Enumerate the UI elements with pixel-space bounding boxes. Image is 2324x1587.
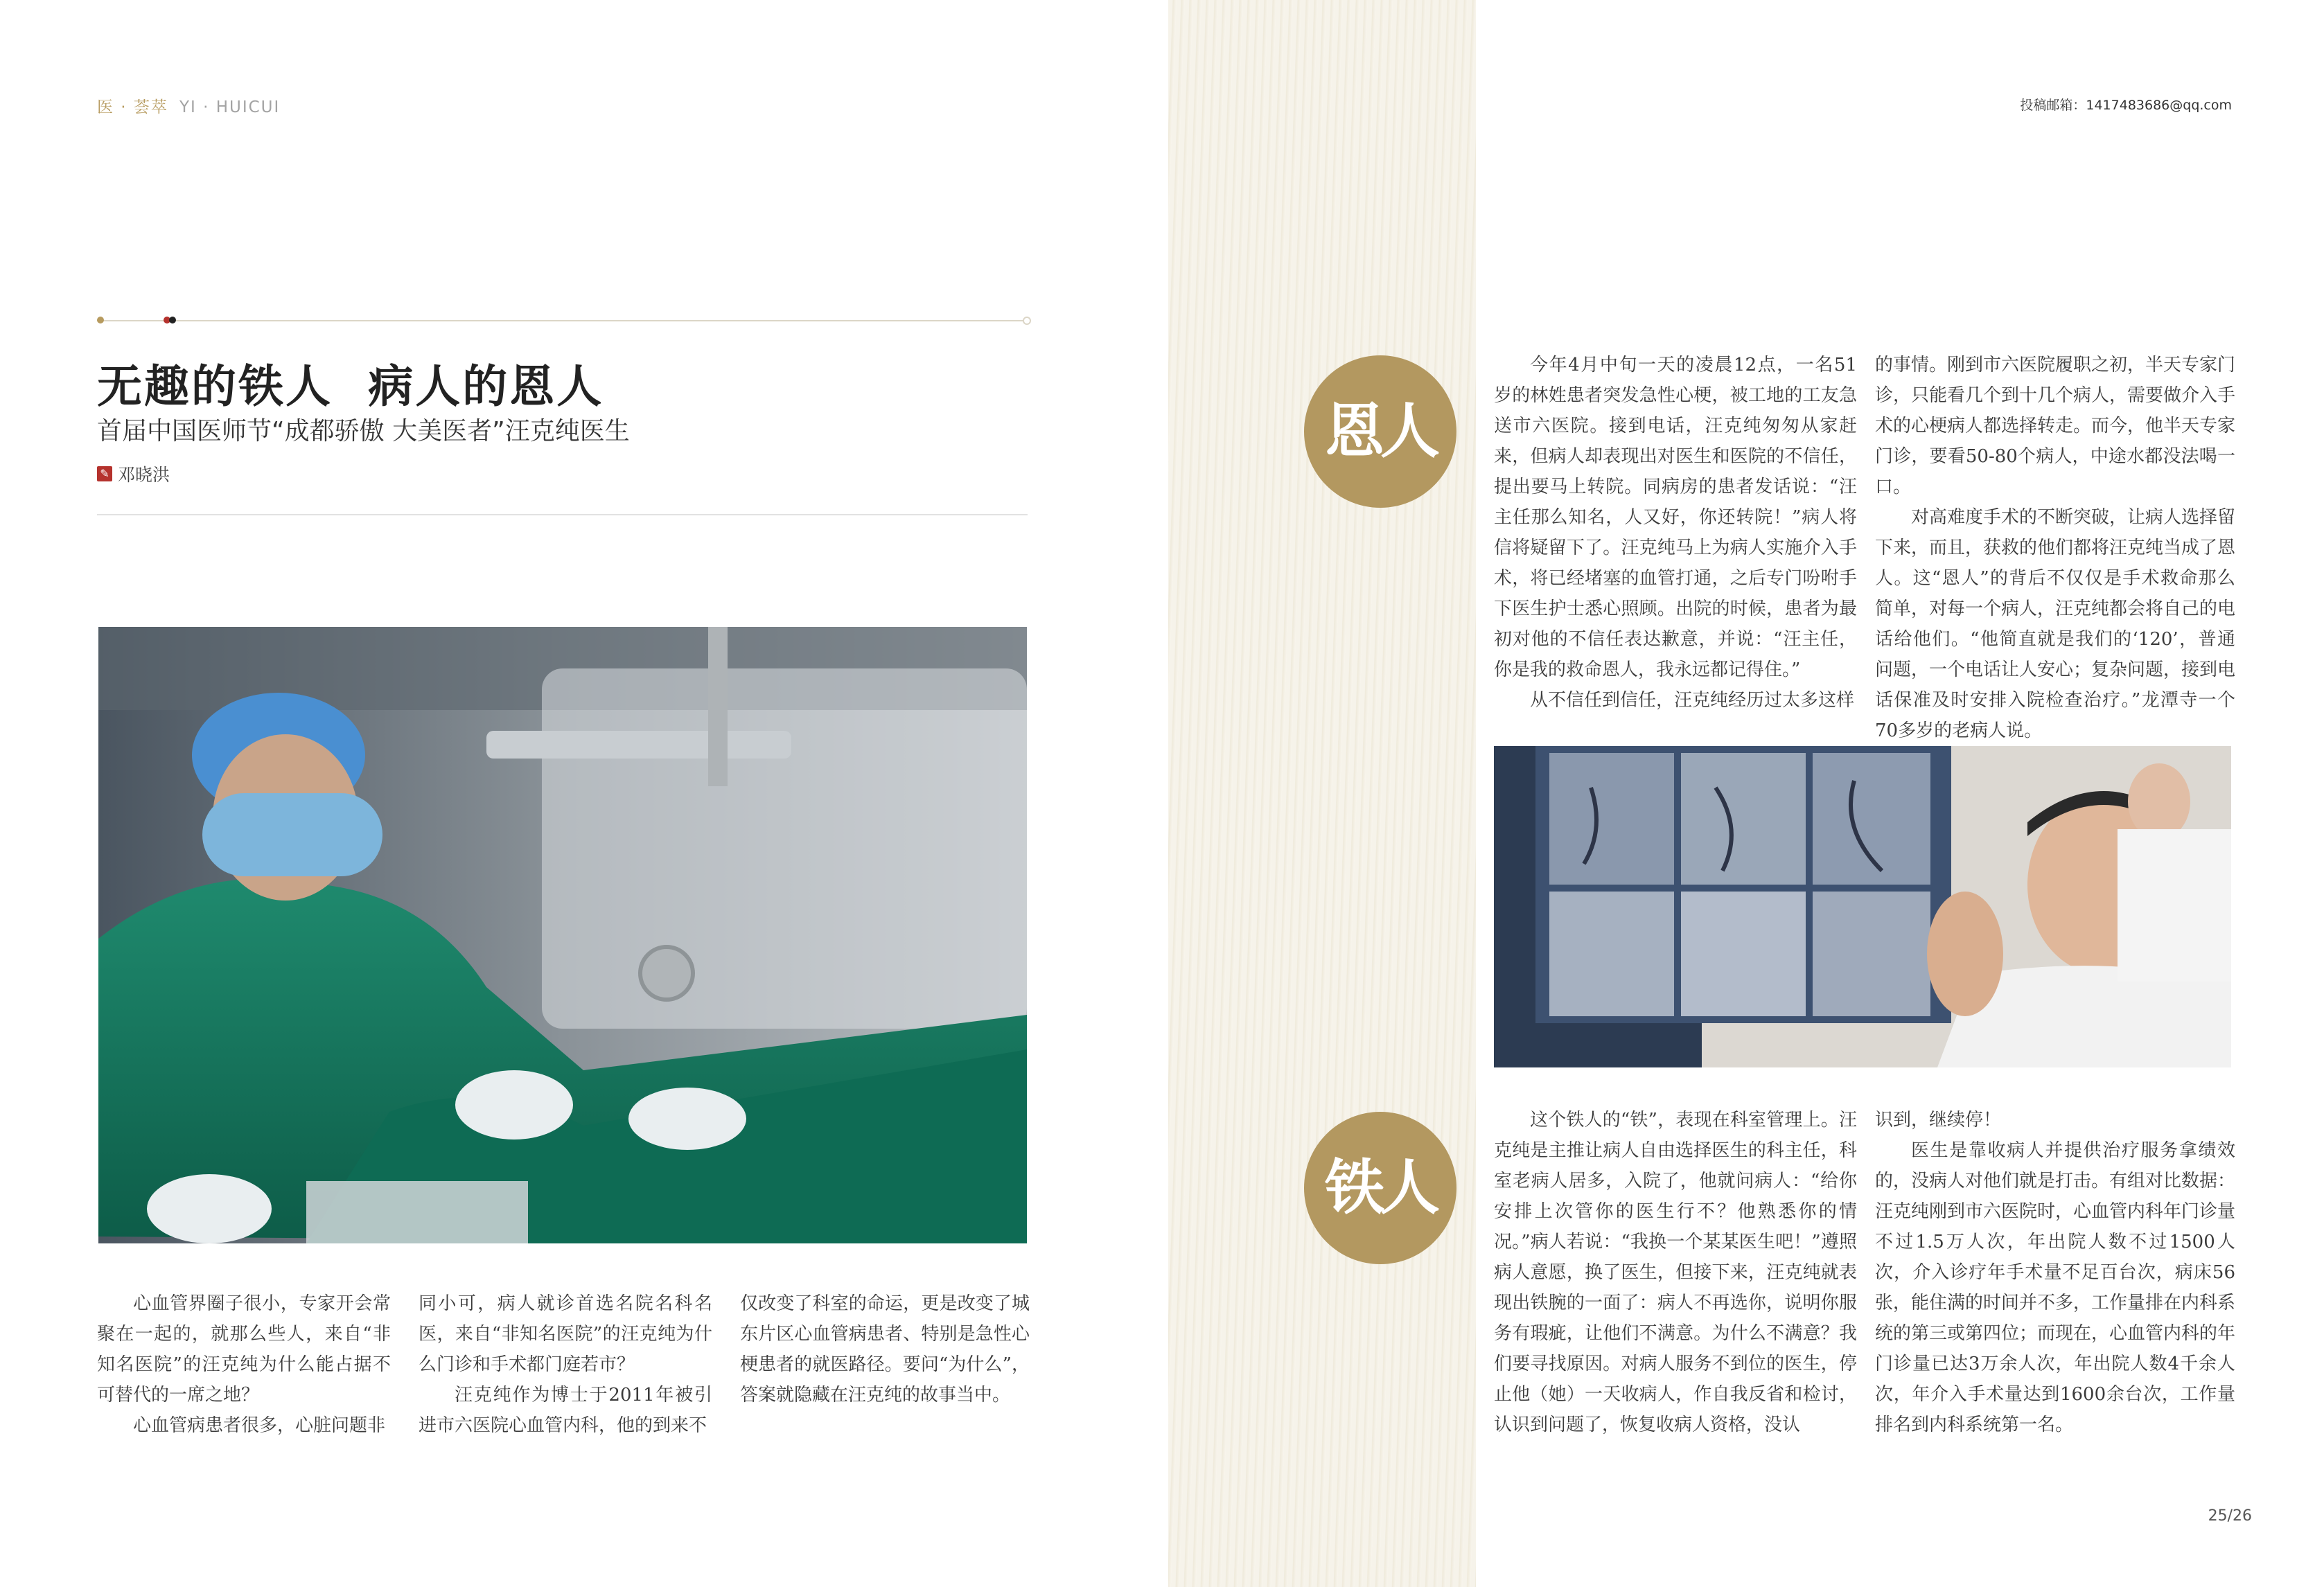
section-name-en: YI · HUICUI [179, 98, 281, 116]
article-title: 无趣的铁人 病人的恩人 [97, 360, 604, 413]
surgery-photo [98, 627, 1027, 1243]
divider [97, 514, 1028, 515]
section-badge-benefactor: 恩人 [1304, 355, 1456, 508]
section-name-cn: 医 · 荟萃 [97, 98, 168, 116]
paragraph: 汪克纯作为博士于2011年被引进市六医院心血管内科，他的到来不 [419, 1385, 712, 1436]
paragraph: 今年4月中旬一天的凌晨12点，一名51岁的林姓患者突发急性心梗，被工地的工友急送市六医院。接到电话，汪克纯匆匆从家赶来，但病人却表现出对医生和医院的不信任，提出要马上转院。同病房的患者发话说：“汪主任那么知名，人又好，你还转院！”病人将信将疑留下了。汪克纯马上为病人实施介入手术，将已经堵塞的血管打通，之后专门吩咐手下医生护士悉心照顾。出院的时候，患者为最初对他的不信任表达歉意，并说：“汪主任，你是我的救命恩人，我永远都记得住。” [1494, 355, 1857, 680]
paragraph: 心血管界圈子很小，专家开会常聚在一起的，就那么些人，来自“非知名医院”的汪克纯为什么能占据不可替代的一席之地？ [97, 1293, 391, 1406]
intro-column-1 [97, 1288, 391, 1441]
paragraph: 对高难度手术的不断突破，让病人选择留下来，而且，获救的他们都将汪克纯当成了恩人。这“恩人”的背后不仅仅是手术救命那么简单，对每一个病人，汪克纯都会将自己的电话给他们。“他简直就是我们的‘120’，普通问题，一个电话让人安心；复杂问题，接到电话保准及时安排入院检查治疗。”龙潭寺一个70多岁的老病人说。 [1875, 507, 2236, 741]
rule-dot-start [97, 317, 104, 323]
benefactor-column-1 [1494, 350, 1857, 716]
paragraph: 识到，继续停！ [1875, 1110, 2002, 1131]
paragraph: 的事情。刚到市六医院履职之初，半天专家门诊，只能看几个到十几个病人，需要做介入手术的心梗病人都选择转走。而今，他半天专家门诊，要看50-80个病人，中途水都没法喝一口。 [1875, 355, 2236, 497]
paragraph: 这个铁人的“铁”，表现在科室管理上。汪克纯是主推让病人自由选择医生的科主任，科室老病人居多，入院了，他就问病人：“给你安排上次管你的医生行不？他熟悉你的情况。”病人若说：“我换一个某某医生吧！”遵照病人意愿，换了医生，但接下来，汪克纯就表现出铁腕的一面了：病人不再选你，说明你服务有瑕疵，让他们不满意。为什么不满意？我们要寻找原因。对病人服务不到位的医生，停止他（她）一天收病人，作自我反省和检讨，认识到问题了，恢复收病人资格，没认 [1494, 1110, 1857, 1435]
benefactor-column-2 [1875, 350, 2235, 746]
author-name: 邓晓洪 [118, 465, 170, 485]
paragraph: 心血管病患者很多，心脏问题非 [133, 1415, 386, 1436]
rule-dot-end [1023, 317, 1031, 325]
intro-column-3 [740, 1288, 1030, 1410]
paragraph: 同小可，病人就诊首选名院名科名医，来自“非知名医院”的汪克纯为什么门诊和手术都门庭若市？ [419, 1293, 712, 1375]
intro-column-2 [419, 1288, 712, 1441]
page-spine-texture [1168, 0, 1476, 1587]
pen-icon: ✎ [97, 466, 112, 481]
iron-man-column-2 [1875, 1105, 2235, 1440]
paragraph: 从不信任到信任，汪克纯经历过太多这样 [1530, 690, 1855, 711]
author-byline [97, 461, 170, 486]
iron-man-column-1 [1494, 1105, 1857, 1440]
title-rule [97, 320, 1028, 321]
section-header [97, 94, 280, 117]
rule-dot-black [169, 317, 176, 323]
submission-email: 投稿邮箱：1417483686@qq.com [2020, 98, 2232, 113]
page-number: 25/26 [2208, 1507, 2252, 1525]
paragraph: 医生是靠收病人并提供治疗服务拿绩效的，没病人对他们就是打击。有组对比数据：汪克纯刚到市六医院时，心血管内科年门诊量不过1.5万人次，年出院人数不过1500人次，介入诊疗年手术量不足百台次，病床56张，能住满的时间并不多，工作量排在内科系统的第三或第四位；而现在，心血管内科的年门诊量已达3万余人次，年出院人数4千余人次，年介入手术量达到1600余台次，工作量排名到内科系统第一名。 [1875, 1140, 2236, 1435]
paragraph: 仅改变了科室的命运，更是改变了城东片区心血管病患者、特别是急性心梗患者的就医路径。要问“为什么”，答案就隐藏在汪克纯的故事当中。 [740, 1293, 1030, 1406]
angiogram-photo [1494, 746, 2231, 1067]
article-subtitle: 首届中国医师节“成都骄傲 大美医者”汪克纯医生 [97, 417, 630, 445]
section-badge-iron-man: 铁人 [1304, 1112, 1456, 1264]
